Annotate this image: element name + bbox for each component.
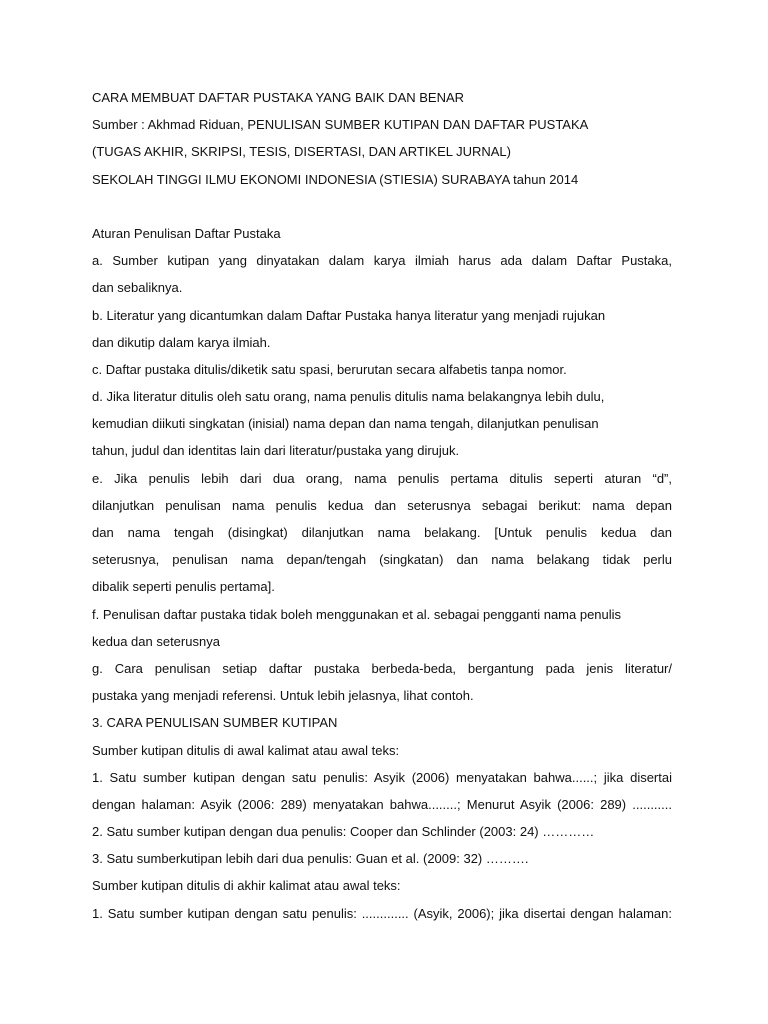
rule-line: kedua dan seterusnya (92, 633, 220, 649)
rule-line: d. Jika literatur ditulis oleh satu orang, nama penulis ditulis nama belakangnya lebih dulu, (92, 389, 605, 405)
rule-line: c. Daftar pustaka ditulis/diketik satu spasi, berurutan secara alfabetis tanpa nomor. (92, 361, 567, 377)
rule-line: dilanjutkan penulisan nama penulis kedua dan seterusnya sebagai berikut: nama depan (92, 497, 672, 513)
rule-line: dibalik seperti penulis pertama]. (92, 579, 275, 595)
source-line: Sumber : Akhmad Riduan, PENULISAN SUMBER KUTIPAN DAN DAFTAR PUSTAKA (92, 117, 589, 133)
subsection-title: Sumber kutipan ditulis di akhir kalimat atau awal teks: (92, 878, 401, 894)
citation-example-line: 1. Satu sumber kutipan dengan satu penulis: Asyik (2006) menyatakan bahwa......; jika disertai (92, 769, 672, 785)
document-body (92, 84, 672, 927)
citation-example-line: 1. Satu sumber kutipan dengan satu penulis: ............. (Asyik, 2006); jika disertai dengan halaman: (92, 905, 672, 921)
rule-line: tahun, judul dan identitas lain dari literatur/pustaka yang dirujuk. (92, 443, 460, 459)
rule-line: f. Penulisan daftar pustaka tidak boleh menggunakan et al. sebagai pengganti nama penulis (92, 606, 622, 622)
subsection-title: Sumber kutipan ditulis di awal kalimat atau awal teks: (92, 742, 400, 758)
rule-line: kemudian diikuti singkatan (inisial) nama depan dan nama tengah, dilanjutkan penulisan (92, 416, 599, 432)
rule-line: seterusnya, penulisan nama depan/tengah (singkatan) dan nama belakang tidak perlu (92, 552, 672, 568)
citation-example-line: dengan halaman: Asyik (2006: 289) menyatakan bahwa........; Menurut Asyik (2006: 289) ........... (92, 796, 672, 812)
citation-example-line: 3. Satu sumberkutipan lebih dari dua penulis: Guan et al. (2009: 32) ………. (92, 851, 529, 867)
citation-example-line: 2. Satu sumber kutipan dengan dua penulis: Cooper dan Schlinder (2003: 24) ………… (92, 824, 595, 840)
rule-line: e. Jika penulis lebih dari dua orang, nama penulis pertama ditulis seperti aturan “d”, (92, 470, 672, 486)
rule-line: dan nama tengah (disingkat) dilanjutkan nama belakang. [Untuk penulis kedua dan (92, 525, 672, 540)
rule-line: dan sebaliknya. (92, 280, 183, 296)
source-subtitle: (TUGAS AKHIR, SKRIPSI, TESIS, DISERTASI, DAN ARTIKEL JURNAL) (92, 144, 511, 160)
document-title: CARA MEMBUAT DAFTAR PUSTAKA YANG BAIK DAN BENAR (92, 90, 465, 105)
spacer (92, 193, 672, 220)
rule-line: pustaka yang menjadi referensi. Untuk lebih jelasnya, lihat contoh. (92, 688, 474, 704)
section-title: Aturan Penulisan Daftar Pustaka (92, 225, 281, 241)
rule-line: g. Cara penulisan setiap daftar pustaka berbeda-beda, bergantung pada jenis literatur/ (92, 660, 672, 676)
rule-line: a. Sumber kutipan yang dinyatakan dalam karya ilmiah harus ada dalam Daftar Pustaka, (92, 253, 672, 269)
rule-line: b. Literatur yang dicantumkan dalam Daftar Pustaka hanya literatur yang menjadi rujukan (92, 307, 606, 323)
institution-line: SEKOLAH TINGGI ILMU EKONOMI INDONESIA (STIESIA) SURABAYA tahun 2014 (92, 171, 579, 187)
section-3-title: 3. CARA PENULISAN SUMBER KUTIPAN (92, 715, 338, 731)
rule-line: dan dikutip dalam karya ilmiah. (92, 334, 271, 350)
